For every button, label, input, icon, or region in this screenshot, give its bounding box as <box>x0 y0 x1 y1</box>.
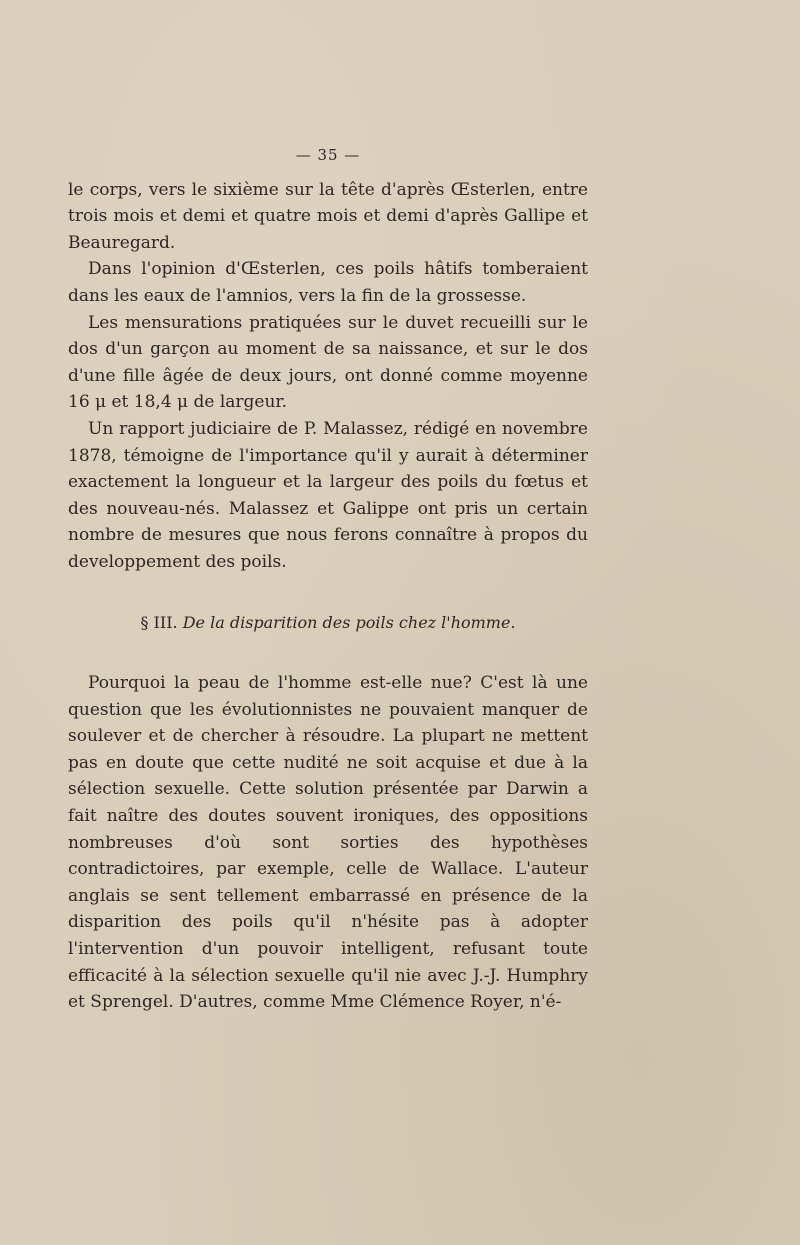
paragraph: Pourquoi la peau de l'homme est-elle nue? C'est là une question que les évolutionnistes ne pouvaient manquer de soulever et de chercher à résoudre. La plupart ne mettent pas en doute que cette nudité ne soit acquise et due à la sélection sexuelle. Cette solution présentée par Darwin a fait naître des doutes souvent ironiques, des oppositions nombreuses d'où sont sorties des hypothèses contradictoires, par exemple, celle de Wallace. L'auteur anglais se sent tellement embarrassé en présence de la disparition des poils qu'il n'hésite pas à adopter l'intervention d'un pouvoir intelligent, refusant toute efficacité à la sélection sexuelle qu'il nie avec J.-J. Humphry et Sprengel. D'autres, comme Mme Clémence Royer, n'é- <box>68 673 588 1013</box>
page-number: — 35 — <box>295 146 361 164</box>
paragraph: Dans l'opinion d'Œsterlen, ces poils hâtifs tomberaient dans les eaux de l'amnios, vers la fin de la grossesse. <box>68 259 588 306</box>
section-title: De la disparition des poils chez l'homme. <box>182 612 516 632</box>
paragraph: Un rapport judiciaire de P. Malassez, rédigé en novembre 1878, témoigne de l'importance qu'il y aurait à déterminer exactement la longueur et la largeur des poils du fœtus et des nouveau-nés. Malassez et Galippe ont pris un certain nombre de mesures que nous ferons connaître à propos du developpement des poils. <box>68 418 588 572</box>
section-heading <box>68 610 588 637</box>
page-content <box>68 142 588 1016</box>
paragraph: le corps, vers le sixième sur la tête d'après Œsterlen, entre trois mois et demi et quatre mois et demi d'après Gallipe et Beauregard. <box>68 179 588 253</box>
section-number: § III. <box>140 612 178 632</box>
paragraph: Les mensurations pratiquées sur le duvet recueilli sur le dos d'un garçon au moment de sa naissance, et sur le dos d'une fille âgée de deux jours, ont donné comme moyenne 16 μ et 18,4 μ de largeur. <box>68 312 588 413</box>
